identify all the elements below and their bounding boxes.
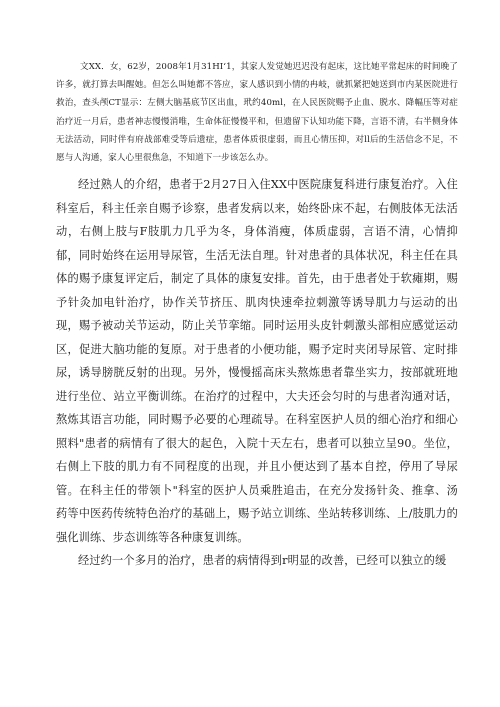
- body-paragraph: 经过熟人的介绍，患者于2月27日入住XX中医院康复科进行康复治疗。入住科室后，科主任亲自赐予诊察，患者发病以来，始终卧床不起，右侧肢体无法活动，右侧上肢与F肢肌力几乎为冬，身体消瘦，体质虚弱，言语不清，心情抑郁，同时始终在运用导尿管，生活无法自理。针对患者的具体状况，科主任在具体的赐予康复评定后，制定了具体的康复安排。首先，由于患者处于软瘫期，赐予针灸加电针治疗，协作关节挤压、肌肉快速牵拉刺激等诱导肌力与运动的出现，赐予被动关节运动，防止关节挛缩。同时运用头皮针刺激头部相应感觉运动区，促进大脑功能的复原。对于患者的小便功能，赐予定时夹闭导尿管、定时排尿，诱导膀胱反射的出现。另外，慢慢摇高床头熬炼患者靠坐实力，按部就班地进行坐位、站立平衡训练。在治疗的过程中，大夫还会匀时的与患者沟通对话，熬炼其语言功能，同时赐予必要的心理疏导。在科室医护人员的细心治疗和细心照料"患者的病情有了很大的起色，入院十天左右，患者可以独立呈90。坐位，右侧上下肢的肌力有不同程度的出现，并且小便达到了基本自控，停用了导尿管。在科主任的带领卜"科室的医护人员乘胜追击，在充分发扬针灸、推拿、汤药等中医药传统特色治疗的基础上，赐予站立训练、坐站转移训练、上/肢肌力的强化训练、步态训练等各种康复训练。: [56, 178, 458, 544]
- intro-paragraph: 文XX．女，62岁，2008年1月31HI‘1，其家人发觉她迟迟没有起床，这比她平常起床的时间晚了许多，就打算去叫醒她。但怎么叫她都不答应，家人感识到小情的冉岐，就抓紧把她送到市内某医院进行救治，查头颅CT显示：左侧大脑基底节区出血，玳约40ml，在人民医院赐予止血、脱水、降幅压等对症治疗近一月后，患者神志慢慢消唯，生命体征慢慢平和，但遗留下认知功能下降，言语不清，右半侧身体无法活动，同时伴有府战部难受等后遗症，患者体质很虚弱，而且心情压抑，对ll后的生活信念不足，不愿与人沟通，家人心里很焦急，不知道下一步该怎么办。: [56, 62, 458, 164]
- body-paragraph: 经过约一个多月的治疗，患者的病情得到r明显的改善，已经可以独立的缓: [78, 554, 447, 568]
